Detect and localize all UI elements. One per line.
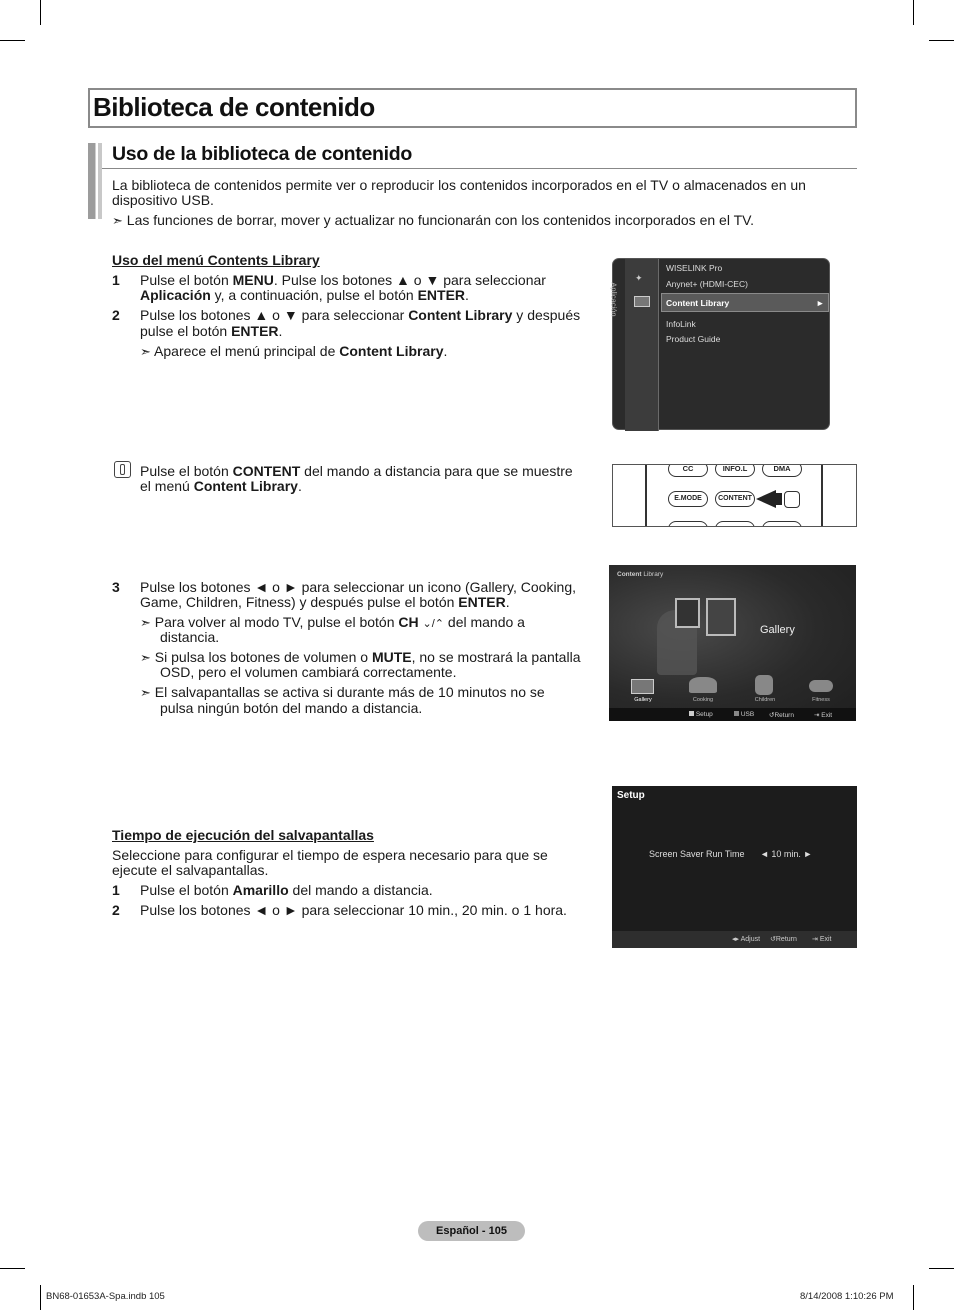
- usb-hint[interactable]: USB: [734, 711, 754, 718]
- note-arrow-icon: ➣: [140, 344, 151, 359]
- picture-frame-icon: [675, 598, 700, 628]
- children-icon[interactable]: [755, 675, 773, 695]
- note-arrow-icon: ➣: [140, 685, 151, 700]
- square-icon: [689, 711, 694, 716]
- section-rule: [102, 168, 857, 169]
- application-icon: [634, 296, 650, 307]
- osd-menu-item-selected[interactable]: Content Library ►: [661, 293, 829, 312]
- step3-note3: ➣ El salvapantallas se activa si durante más de 10 minutos no se: [140, 684, 545, 700]
- remote-button[interactable]: [715, 521, 755, 527]
- crop-mark: [913, 0, 914, 25]
- remote-button[interactable]: [668, 521, 708, 527]
- footer-timestamp: 8/14/2008 1:10:26 PM: [800, 1291, 894, 1302]
- fitness-icon[interactable]: [809, 680, 833, 692]
- children-label: Children: [754, 697, 776, 703]
- step-number: 2: [112, 902, 120, 918]
- step-number: 2: [112, 307, 120, 323]
- step2-line1: Pulse los botones ▲ o ▼ para seleccionar Content Library y después: [140, 307, 581, 323]
- exit-hint[interactable]: ⇥ Exit: [812, 936, 832, 943]
- content-library-header: Content Library: [617, 571, 664, 578]
- osd-separator: [658, 259, 659, 431]
- remote-tip-line1: Pulse el botón CONTENT del mando a distancia para que se muestre: [140, 463, 573, 479]
- section-title: Uso de la biblioteca de contenido: [112, 143, 412, 165]
- step-number: 1: [112, 882, 120, 898]
- return-hint[interactable]: ↺Return: [769, 712, 794, 719]
- saver-line1: Seleccione para configurar el tiempo de espera necesario para que se: [112, 847, 548, 863]
- exit-icon: ⇥: [814, 712, 820, 719]
- screen-saver-run-time-value[interactable]: ◄ 10 min. ►: [760, 849, 813, 859]
- content-library-screen: [609, 565, 856, 721]
- fitness-label: Fitness: [812, 697, 830, 703]
- step3-note1-cont: distancia.: [160, 629, 220, 645]
- screen-saver-run-time-label[interactable]: Screen Saver Run Time: [649, 849, 745, 859]
- note-arrow-icon: ➣: [140, 650, 151, 665]
- osd-menu-item[interactable]: Product Guide: [666, 334, 721, 344]
- crop-mark: [40, 0, 41, 25]
- page-title-box: [88, 88, 857, 128]
- return-icon: ↺: [770, 936, 776, 943]
- saver-line2: ejecute el salvapantallas.: [112, 862, 269, 878]
- note-arrow-icon: ➣: [112, 213, 123, 228]
- setup-osd-footer: [612, 931, 857, 948]
- content-library-footer: [609, 708, 856, 721]
- antenna-icon: ✦: [635, 273, 643, 283]
- step2-line2: pulse el botón ENTER.: [140, 323, 283, 339]
- osd-application-menu: [609, 258, 830, 430]
- step1-line2: Aplicación y, a continuación, pulse el botón ENTER.: [140, 287, 469, 303]
- remote-button[interactable]: [762, 521, 802, 527]
- dma-button[interactable]: DMA: [762, 464, 802, 477]
- crop-mark: [913, 1285, 914, 1310]
- intro-note: [112, 213, 754, 228]
- saver-heading: Tiempo de ejecución del salvapantallas: [112, 827, 374, 843]
- osd-icon-column: [625, 259, 659, 431]
- emode-button[interactable]: E.MODE: [668, 491, 708, 507]
- step3-line1: Pulse los botones ◄ o ► para seleccionar un icono (Gallery, Cooking,: [140, 579, 577, 595]
- cc-button[interactable]: CC: [668, 464, 708, 477]
- side-button[interactable]: [784, 491, 800, 508]
- pointer-arrow-icon: [756, 490, 776, 508]
- return-hint[interactable]: ↺Return: [770, 936, 797, 943]
- osd-menu-item[interactable]: WISELINK Pro: [666, 263, 723, 273]
- intro-note-text: Las funciones de borrar, mover y actualizar no funcionarán con los contenidos incorporados en el TV.: [126, 212, 755, 228]
- step3-note1: ➣ Para volver al modo TV, pulse el botón CH ⌄/⌃ del mando a: [140, 614, 525, 630]
- saver-step1: Pulse el botón Amarillo del mando a distancia.: [140, 882, 433, 898]
- cooking-icon[interactable]: [689, 677, 717, 693]
- content-library-label: Gallery: [760, 624, 795, 636]
- setup-hint[interactable]: Setup: [689, 711, 713, 718]
- note-arrow-icon: ➣: [140, 615, 151, 630]
- osd-menu-item[interactable]: InfoLink: [666, 319, 696, 329]
- osd-menu-item[interactable]: Anynet+ (HDMI-CEC): [666, 279, 748, 289]
- page-number-badge: Español - 105: [418, 1221, 525, 1241]
- step3-note2-cont: OSD, pero el volumen cambiará correctamente.: [160, 664, 457, 680]
- crop-mark: [929, 40, 954, 41]
- menu-section-heading: Uso del menú Contents Library: [112, 252, 320, 268]
- page-title: Biblioteca de contenido: [93, 92, 375, 122]
- left-right-icon: ◂▸: [732, 936, 740, 943]
- picture-frame-icon: [706, 598, 736, 636]
- exit-hint[interactable]: ⇥ Exit: [814, 712, 833, 719]
- setup-osd-title: Setup: [617, 790, 645, 801]
- adjust-hint[interactable]: ◂▸ Adjust: [732, 936, 761, 943]
- step3-note3-cont: pulsa ningún botón del mando a distancia.: [160, 700, 423, 716]
- saver-step2: Pulse los botones ◄ o ► para seleccionar 10 min., 20 min. o 1 hora.: [140, 902, 567, 918]
- intro-line-2: dispositivo USB.: [112, 192, 214, 208]
- footer-file-info: BN68-01653A-Spa.indb 105: [46, 1291, 165, 1302]
- step3-line2: Game, Children, Fitness) y después pulse el botón ENTER.: [140, 594, 510, 610]
- step2-note: ➣ Aparece el menú principal de Content Library.: [140, 343, 448, 359]
- crop-mark: [0, 1268, 25, 1269]
- cooking-label: Cooking: [692, 697, 714, 703]
- right-arrow-icon: ►: [816, 298, 825, 308]
- osd-vertical-label: Aplicación: [609, 282, 619, 317]
- step3-note2: ➣ Si pulsa los botones de volumen o MUTE, no se mostrará la pantalla: [140, 649, 581, 665]
- info-button[interactable]: INFO.L: [715, 464, 755, 477]
- return-icon: ↺: [769, 712, 775, 719]
- square-icon: [734, 711, 739, 716]
- content-button[interactable]: CONTENT: [715, 491, 755, 507]
- step1-line1: Pulse el botón MENU. Pulse los botones ▲ o ▼ para seleccionar: [140, 272, 546, 288]
- step-number: 3: [112, 579, 120, 595]
- pointer-arrow-icon: [776, 493, 782, 505]
- remote-tip-line2: el menú Content Library.: [140, 478, 302, 494]
- section-side-bar: [88, 143, 102, 219]
- remote-control-image: [612, 464, 857, 527]
- remote-hand-icon: [114, 461, 131, 478]
- intro-line-1: La biblioteca de contenidos permite ver o reproducir los contenidos incorporados en el TV o almacenados en un: [112, 177, 806, 193]
- gallery-label: Gallery: [634, 697, 652, 703]
- gallery-icon[interactable]: [631, 679, 654, 694]
- setup-osd-screen: [612, 786, 857, 948]
- crop-mark: [40, 1285, 41, 1310]
- step-number: 1: [112, 272, 120, 288]
- crop-mark: [0, 40, 25, 41]
- crop-mark: [929, 1268, 954, 1269]
- exit-icon: ⇥: [812, 936, 818, 943]
- channel-up-down-icon: ⌄/⌃: [422, 618, 445, 630]
